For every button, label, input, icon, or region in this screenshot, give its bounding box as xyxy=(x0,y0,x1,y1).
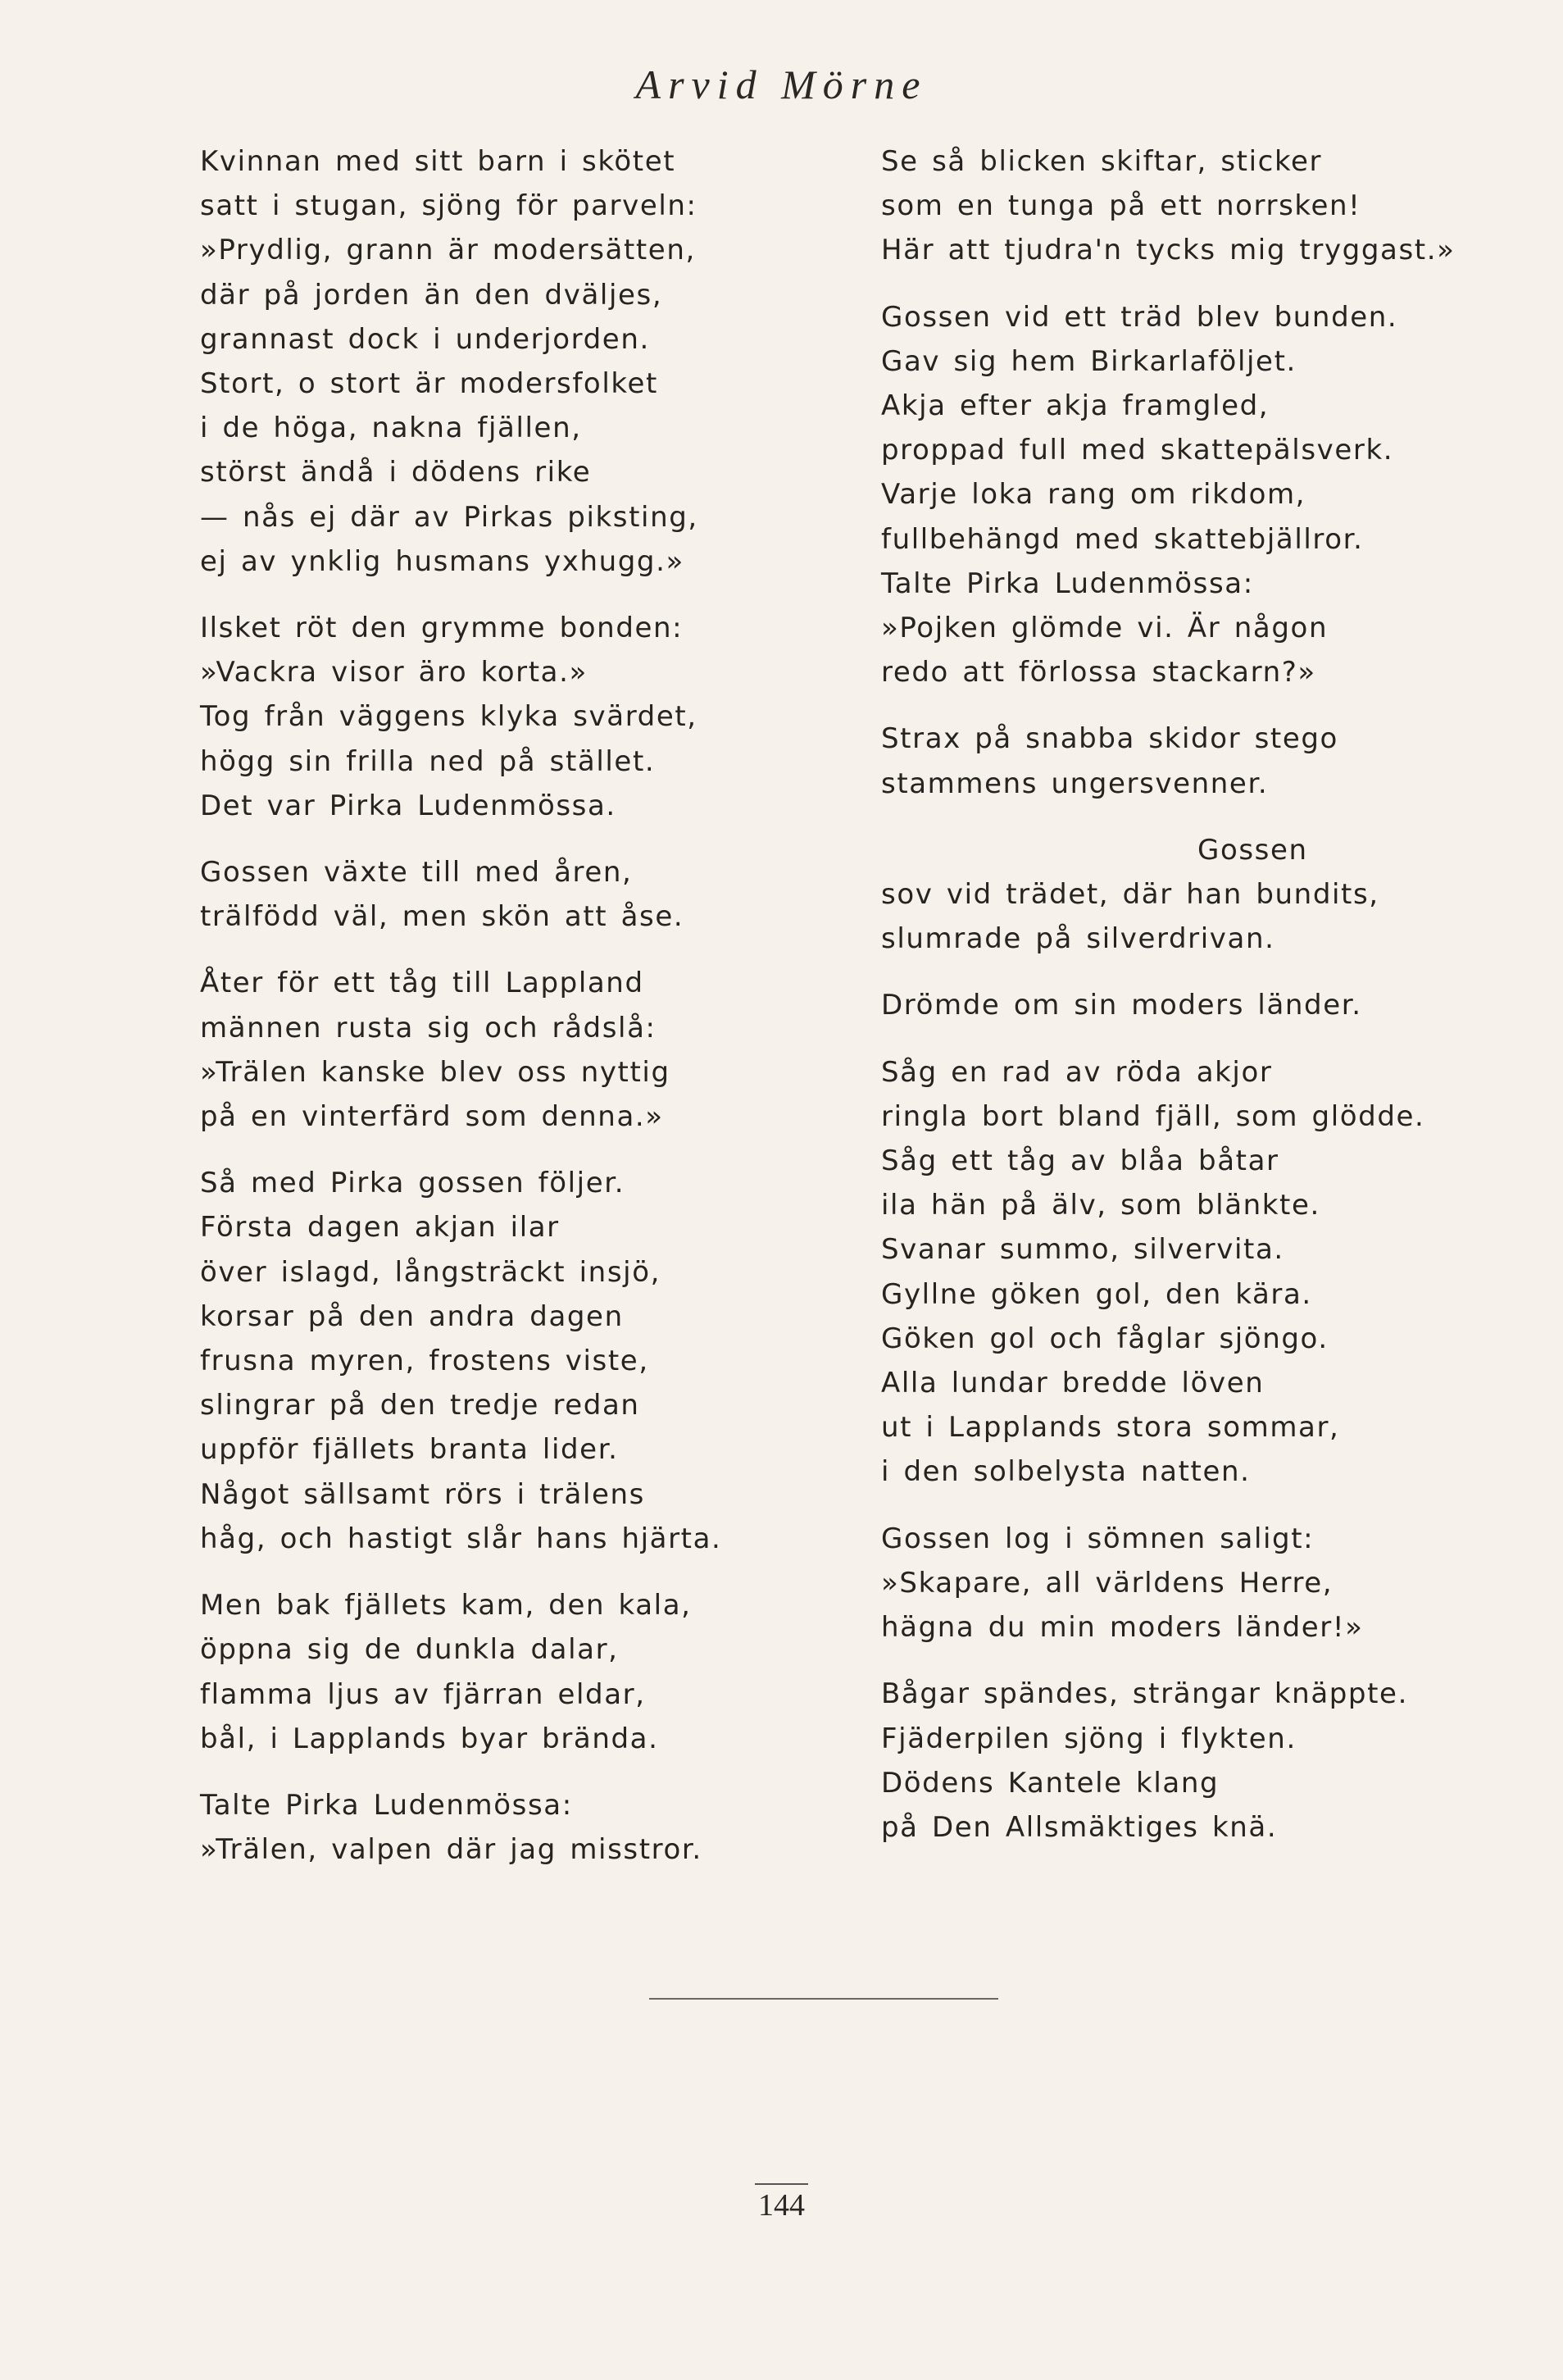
verse-line: håg, och hastigt slår hans hjärta. xyxy=(200,1522,722,1555)
verse-line: uppför fjällets branta lider. xyxy=(200,1433,619,1467)
stanza xyxy=(881,139,1488,273)
verse-line: Det var Pirka Ludenmössa. xyxy=(200,789,616,822)
stanza xyxy=(881,1672,1488,1850)
stanza xyxy=(881,295,1488,695)
verse-line: slumrade på silverdrivan. xyxy=(881,922,1275,956)
stanza xyxy=(200,850,782,939)
verse-line: »Pojken glömde vi. Är någon xyxy=(881,612,1329,645)
verse-line: Gossen vid ett träd blev bunden. xyxy=(881,300,1398,334)
verse-line: Se så blicken skiftar, sticker xyxy=(881,145,1323,178)
left-column xyxy=(200,139,782,1894)
verse-line: Så med Pirka gossen följer. xyxy=(200,1167,625,1200)
verse-line: slingrar på den tredje redan xyxy=(200,1389,640,1422)
verse-line: — nås ej där av Pirkas piksting, xyxy=(200,500,698,534)
verse-line: grannast dock i underjorden. xyxy=(200,322,650,356)
verse-line: Gossen växte till med åren, xyxy=(200,856,633,890)
verse-line: öppna sig de dunkla dalar, xyxy=(200,1633,619,1667)
verse-line: Första dagen akjan ilar xyxy=(200,1211,560,1245)
stanza xyxy=(881,1050,1488,1495)
verse-line: ej av ynklig husmans yxhugg.» xyxy=(200,544,684,578)
verse-line: stammens ungersvenner. xyxy=(881,767,1269,800)
verse-line: Men bak fjällets kam, den kala, xyxy=(200,1589,692,1622)
verse-line: Svanar summo, silvervita. xyxy=(881,1233,1284,1267)
verse-line: Här att tjudra'n tycks mig tryggast.» xyxy=(881,234,1456,267)
verse-line: »Trälen, valpen där jag misstror. xyxy=(200,1833,702,1867)
stanza xyxy=(200,1161,782,1561)
verse-line: frusna myren, frostens viste, xyxy=(200,1345,649,1378)
verse-line: bål, i Lapplands byar brända. xyxy=(200,1722,659,1755)
verse-line: redo att förlossa stackarn?» xyxy=(881,656,1316,689)
verse-line: Åter för ett tåg till Lappland xyxy=(200,967,644,1000)
stanza xyxy=(200,961,782,1139)
running-head: Arvid Mörne xyxy=(635,61,928,107)
verse-line: flamma ljus av fjärran eldar, xyxy=(200,1677,646,1711)
stanza xyxy=(200,139,782,584)
verse-line: »Trälen kanske blev oss nyttig xyxy=(200,1055,670,1089)
verse-line: Gav sig hem Birkarlaföljet. xyxy=(881,344,1297,378)
verse-line: Bågar spändes, strängar knäppte. xyxy=(881,1677,1408,1711)
verse-line: högg sin frilla ned på stället. xyxy=(200,744,656,778)
verse-line: satt i stugan, sjöng för parveln: xyxy=(200,189,697,223)
verse-line: »Prydlig, grann är modersätten, xyxy=(200,234,696,267)
verse-line: proppad full med skattepälsverk. xyxy=(881,434,1394,467)
verse-line: Gyllne göken gol, den kära. xyxy=(881,1277,1312,1311)
verse-line: Ilsket röt den grymme bonden: xyxy=(200,612,684,645)
verse-line: i de höga, nakna fjällen, xyxy=(200,412,582,445)
verse-line: Något sällsamt rörs i trälens xyxy=(200,1477,645,1511)
verse-line: Talte Pirka Ludenmössa: xyxy=(881,567,1254,600)
verse-line: Drömde om sin moders länder. xyxy=(881,989,1362,1022)
stanza xyxy=(881,717,1488,805)
verse-line: Strax på snabba skidor stego xyxy=(881,722,1338,756)
verse-line: Talte Pirka Ludenmössa: xyxy=(200,1788,573,1822)
right-column xyxy=(881,139,1488,1872)
verse-line: Göken gol och fåglar sjöngo. xyxy=(881,1322,1329,1355)
stanza xyxy=(200,606,782,828)
verse-line: Kvinnan med sitt barn i skötet xyxy=(200,145,676,178)
verse-line: Dödens Kantele klang xyxy=(881,1766,1220,1800)
verse-line: ut i Lapplands stora sommar, xyxy=(881,1411,1340,1445)
verse-line: Gossen xyxy=(1197,833,1308,867)
verse-line: ila hän på älv, som blänkte. xyxy=(881,1189,1320,1222)
verse-line: på en vinterfärd som denna.» xyxy=(200,1100,664,1134)
verse-line: trälfödd väl, men skön att åse. xyxy=(200,900,684,934)
section-divider xyxy=(649,1998,998,2000)
page-number-text: 144 xyxy=(755,2183,808,2223)
verse-line: »Skapare, all världens Herre, xyxy=(881,1566,1334,1600)
stanza xyxy=(881,828,1488,962)
verse-line: Fjäderpilen sjöng i flykten. xyxy=(881,1722,1297,1755)
verse-line: störst ändå i dödens rike xyxy=(200,456,592,489)
stanza xyxy=(881,1517,1488,1650)
page-number xyxy=(0,2187,1563,2223)
verse-line: »Vackra visor äro korta.» xyxy=(200,656,588,689)
stanza xyxy=(200,1583,782,1761)
verse-line: Alla lundar bredde löven xyxy=(881,1367,1265,1400)
verse-line: som en tunga på ett norrsken! xyxy=(881,189,1361,223)
verse-line: i den solbelysta natten. xyxy=(881,1455,1251,1489)
verse-line: Stort, o stort är modersfolket xyxy=(200,367,658,401)
verse-line: Tog från väggens klyka svärdet, xyxy=(200,700,697,734)
verse-line: på Den Allsmäktiges knä. xyxy=(881,1810,1278,1844)
verse-line: fullbehängd med skattebjällror. xyxy=(881,522,1364,556)
verse-line: ringla bort bland fjäll, som glödde. xyxy=(881,1099,1425,1133)
verse-line: Gossen log i sömnen saligt: xyxy=(881,1522,1315,1555)
verse-line: männen rusta sig och rådslå: xyxy=(200,1011,657,1044)
verse-line: Varje loka rang om rikdom, xyxy=(881,478,1306,512)
verse-line: korsar på den andra dagen xyxy=(200,1299,624,1333)
verse-line: över islagd, långsträckt insjö, xyxy=(200,1255,661,1289)
verse-line: sov vid trädet, där han bundits, xyxy=(881,878,1379,912)
verse-line: där på jorden än den dväljes, xyxy=(200,278,663,312)
verse-line: Såg ett tåg av blåa båtar xyxy=(881,1144,1279,1178)
verse-line: Såg en rad av röda akjor xyxy=(881,1055,1273,1089)
verse-line: Akja efter akja framgled, xyxy=(881,389,1270,423)
stanza xyxy=(200,1783,782,1872)
verse-line: hägna du min moders länder!» xyxy=(881,1611,1364,1645)
stanza xyxy=(881,983,1488,1027)
